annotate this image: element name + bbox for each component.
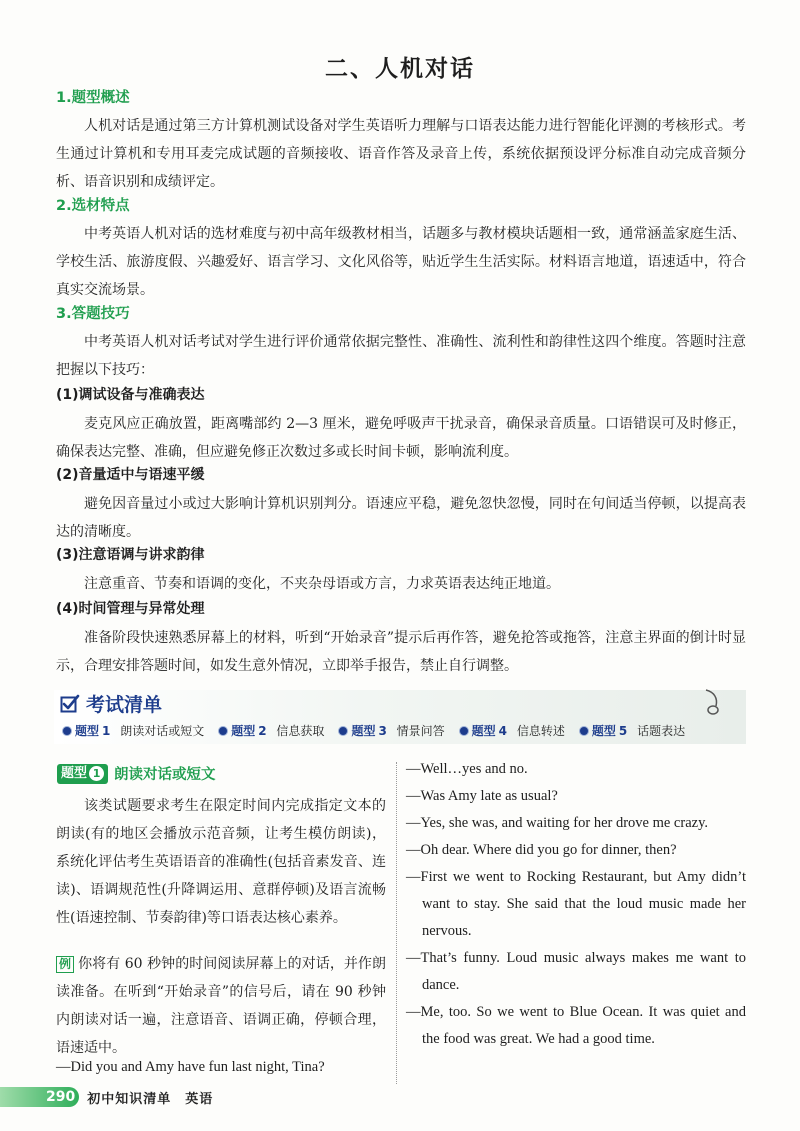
type1-description: 该类试题要求考生在限定时间内完成指定文本的朗读(有的地区会播放示范音频，让考生模仿朗读)，系统化评估考生英语语音的准确性(包括音素发音、连读)、语调规范性(升降调运用、意群停顿)及语言流畅性(语速控制、节奏韵律)等口语表达核心素养。 [56,798,386,926]
tip-title-1: (1)调试设备与准确表达 [56,387,205,403]
bullet-icon [338,726,348,736]
tip-title-3: (3)注意语调与讲求韵律 [56,547,205,563]
section-heading-material: 2.选材特点 [56,198,130,214]
example-text: 你将有 60 秒钟的时间阅读屏幕上的对话，并作朗读准备。在听到“开始录音”的信号后，请在 90 秒钟内朗读对话一遍，注意语音、语调正确，停顿合理，语速适中。 [56,956,386,1056]
bullet-icon [579,726,589,736]
exam-list-title-text: 考试清单 [86,694,163,716]
tip-title-4: (4)时间管理与异常处理 [56,601,205,617]
checkbox-icon [60,694,80,714]
tip-text-4: 准备阶段快速熟悉屏幕上的材料，听到“开始录音”提示后再作答，避免抢答或拖答，注意主界面的倒计时显示，合理安排答题时间，如发生意外情况，立即举手报告，禁止自行调整。 [56,630,746,674]
page-title: 二、人机对话 [325,56,475,82]
exam-type-tag: 题型 5 话题表达 [579,722,685,739]
dialogue-line: —Well…yes and no. [406,761,528,777]
bullet-icon [62,726,72,736]
tip-text-3: 注意重音、节奏和语调的变化，不夹杂母语或方言，力求英语表达纯正地道。 [84,576,560,592]
section-overview-text: 人机对话是通过第三方计算机测试设备对学生英语听力理解与口语表达能力进行智能化评测的考核形式。考生通过计算机和专用耳麦完成试题的音频接收、语音作答及录音上传，系统依据预设评分标准自动完成音频分析、语音识别和成绩评定。 [56,118,746,190]
book-title: 初中知识清单 英语 [87,1091,214,1107]
dialogue-line: —First we went to Rocking Restaurant, but Amy didn’t want to stay. She said that the loud music made her nervous. [406,869,746,939]
tip-text-2: 避免因音量过小或过大影响计算机识别判分。语速应平稳，避免忽快忽慢，同时在句间适当停顿，以提高表达的清晰度。 [56,496,746,540]
tip-text-1: 麦克风应正确放置，距离嘴部约 2—3 厘米，避免呼吸声干扰录音，确保录音质量。口语错误可及时修正，确保表达完整、准确，但应避免修正次数过多或长时间卡顿，影响流利度。 [56,416,746,460]
example-tag: 例 [56,956,74,973]
page-footer [0,1086,213,1108]
type1-title: 朗读对话或短文 [114,767,216,783]
section-tips-intro: 中考英语人机对话考试对学生进行评价通常依据完整性、准确性、流利性和韵律性这四个维度。答题时注意把握以下技巧： [56,334,746,378]
dialogue-left [56,1054,386,1081]
dialogue-line: —Did you and Amy have fun last night, Tina? [56,1059,325,1075]
section-heading-overview: 1.题型概述 [56,90,130,106]
dialogue-line: —That’s funny. Loud music always makes me want to dance. [406,950,746,993]
type1-badge: 题型 1 [57,764,108,784]
exam-type-tag: 题型 1 朗读对话或短文 [62,722,204,739]
exam-type-tag: 题型 4 信息转述 [459,722,565,739]
section-heading-tips: 3.答题技巧 [56,306,130,322]
exam-type-tags [62,722,685,739]
dialogue-line: —Yes, she was, and waiting for her drove me crazy. [406,815,709,831]
section-material-text: 中考英语人机对话的选材难度与初中高年级教材相当，话题多与教材模块话题相一致，通常涵盖家庭生活、学校生活、旅游度假、兴趣爱好、语言学习、文化风俗等，贴近学生生活实际。材料语言地道，语速适中，符合真实交流场景。 [56,226,746,298]
example-paragraph [56,950,386,1062]
dialogue-line: —Was Amy late as usual? [406,788,558,804]
tip-title-2: (2)音量适中与语速平缓 [56,467,205,483]
exam-list-title [60,690,162,717]
exam-type-tag: 题型 3 情景问答 [338,722,444,739]
exam-type-tag: 题型 2 信息获取 [218,722,324,739]
dialogue-right [406,756,746,1053]
bullet-icon [218,726,228,736]
music-note-icon [700,688,726,718]
bullet-icon [459,726,469,736]
page-number: 290 [0,1087,79,1107]
type1-heading [57,763,216,784]
dialogue-line: —Me, too. So we went to Blue Ocean. It was quiet and the food was great. We had a good time. [406,1004,746,1047]
column-divider [396,762,397,1084]
dialogue-line: —Oh dear. Where did you go for dinner, then? [406,842,677,858]
